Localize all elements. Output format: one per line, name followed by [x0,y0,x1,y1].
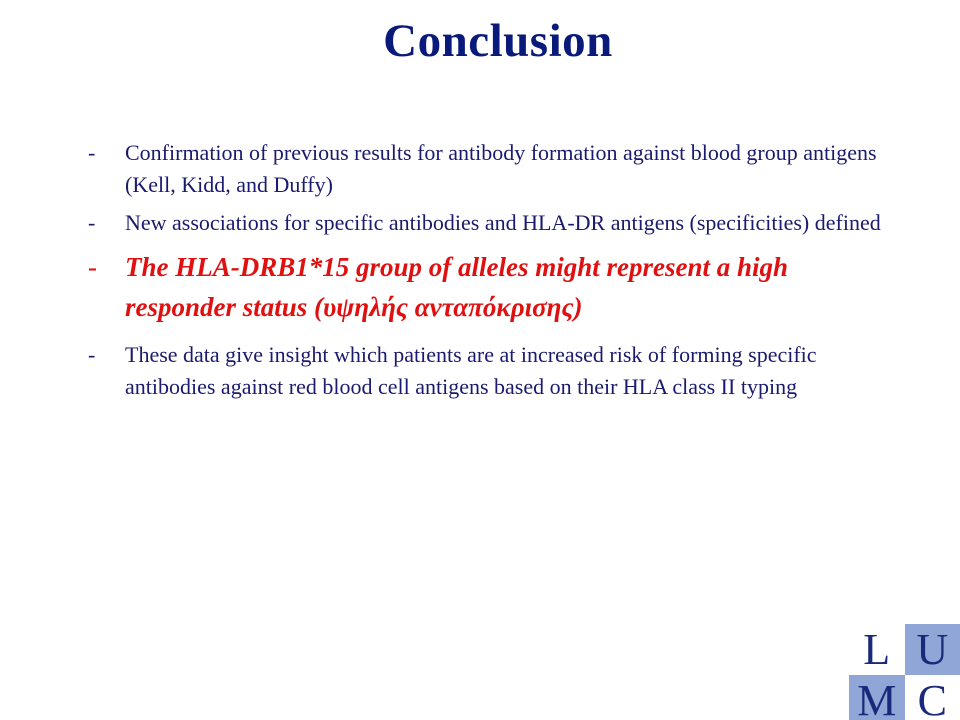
bullet-list [88,137,888,409]
bullet-text-highlight: The HLA-DRB1*15 group of alleles might represent a high responder status (υψηλής ανταπόκρισης) [125,252,789,322]
lumc-logo [849,624,960,720]
bullet-item-highlight [88,247,888,327]
bullet-dash: - [88,252,97,282]
logo-letter-c: C [905,675,960,720]
bullet-text: These data give insight which patients are at increased risk of forming specific antibodies against red blood cell antigens based on their HLA class II typing [125,342,817,399]
bullet-dash: - [88,210,96,235]
logo-letter-u: U [905,624,960,675]
bullet-dash: - [88,140,96,165]
bullet-item [88,137,888,201]
bullet-item [88,339,888,403]
bullet-text: Confirmation of previous results for antibody formation against blood group antigens (Kell, Kidd, and Duffy) [125,140,877,197]
bullet-item [88,207,888,239]
bullet-dash: - [88,342,96,367]
bullet-text: New associations for specific antibodies and HLA-DR antigens (specificities) defined [125,210,881,235]
logo-letter-m: M [849,675,905,720]
slide-title: Conclusion [383,15,613,67]
logo-letter-l: L [849,624,905,675]
